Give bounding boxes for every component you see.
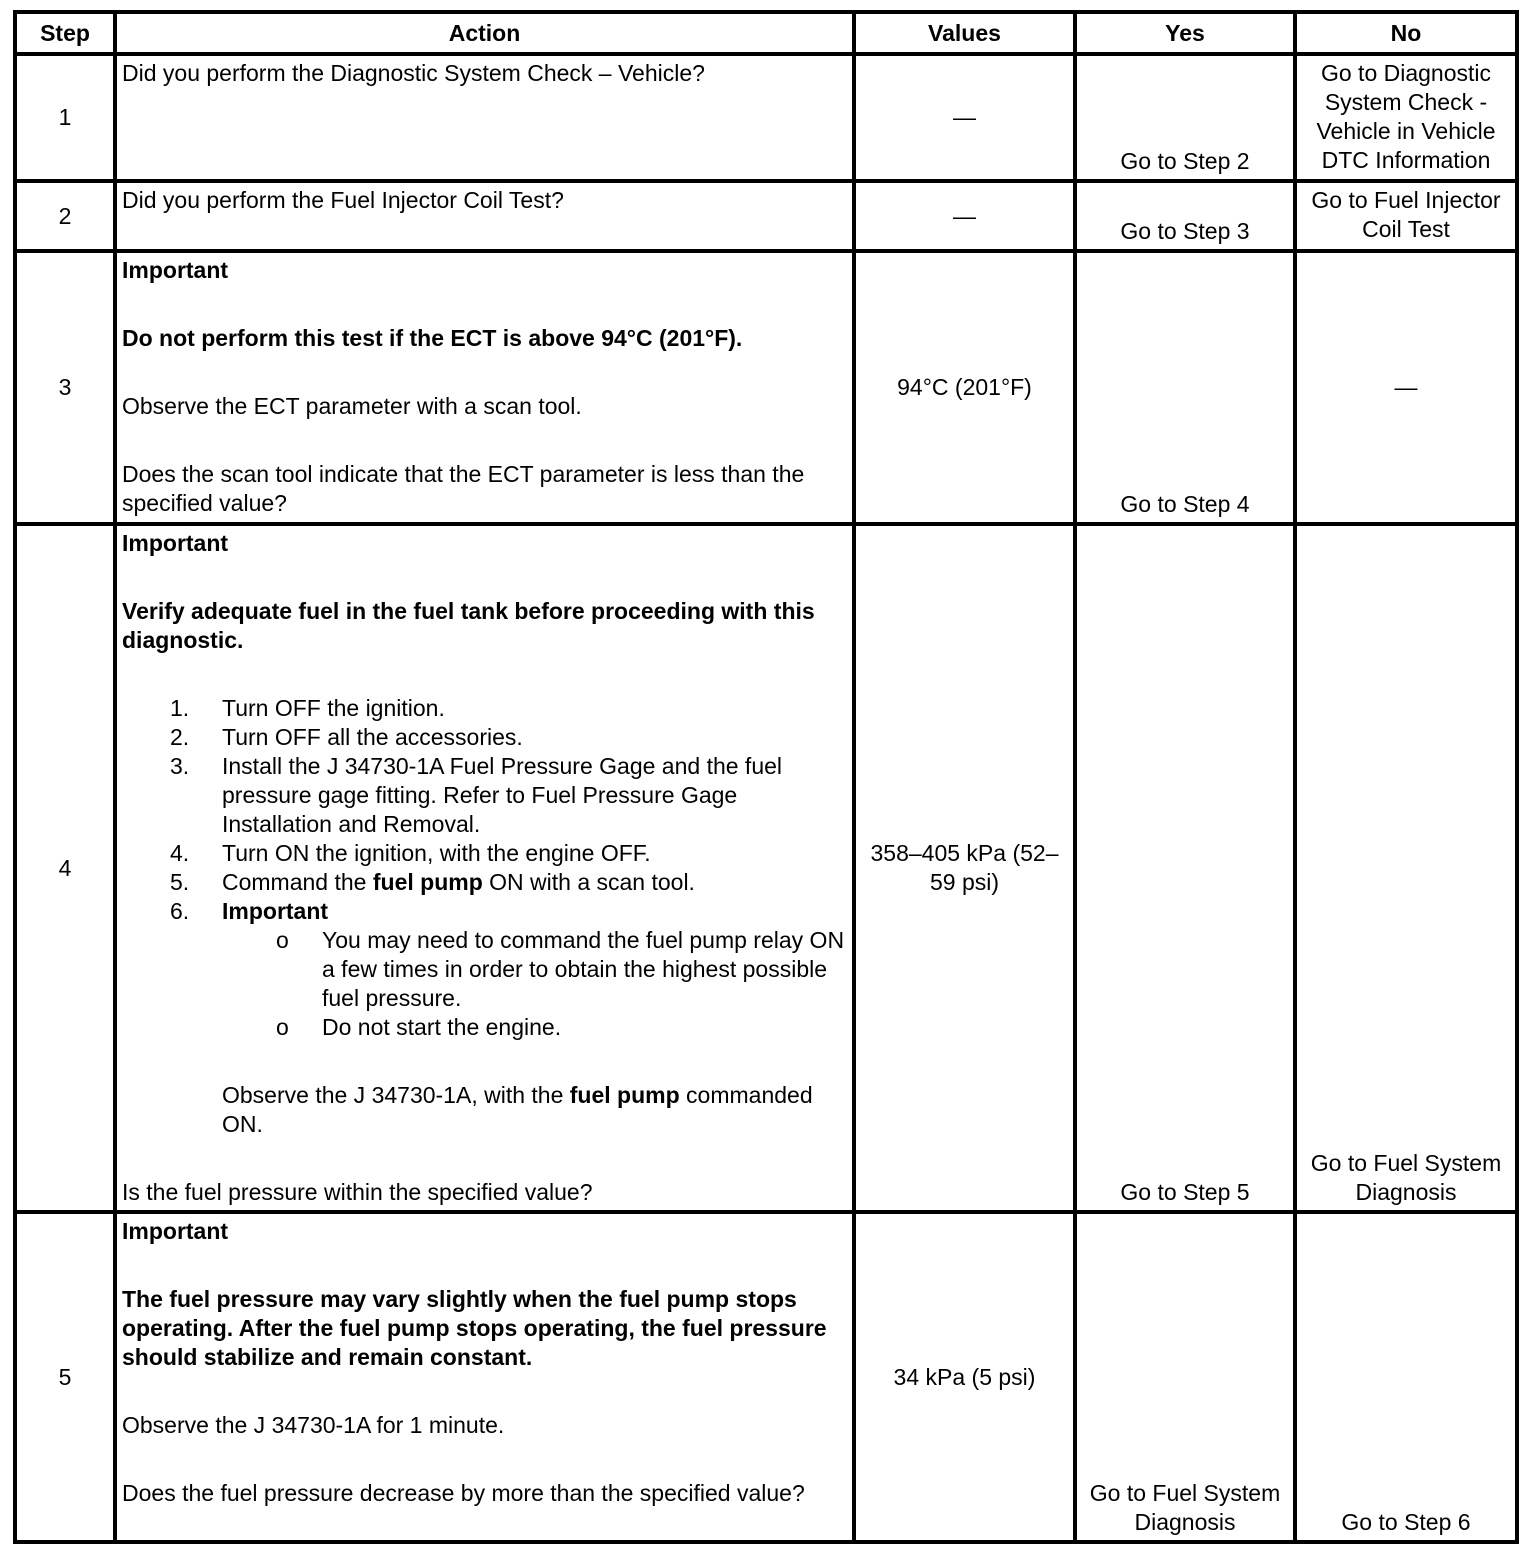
sub-bullet-item: o You may need to command the fuel pump relay ON a few times in order to obtain the highest possible fuel pressure.	[276, 927, 845, 1011]
action-question: Does the scan tool indicate that the ECT parameter is less than the specified value?	[122, 461, 805, 516]
yes-cell: Go to Step 2	[1075, 54, 1295, 181]
list-item: 1. Turn OFF the ignition.	[170, 695, 445, 721]
important-text: The fuel pressure may vary slightly when the fuel pump stops operating. After the fuel pump stops operating, the fuel pressure should stabilize and remain constant.	[122, 1286, 827, 1370]
no-cell: Go to Fuel Injector Coil Test	[1295, 181, 1517, 251]
procedure-list	[122, 694, 847, 1139]
value-cell: 94°C (201°F)	[854, 251, 1075, 524]
action-instruction: Observe the ECT parameter with a scan tool.	[122, 393, 582, 419]
action-question: Did you perform the Fuel Injector Coil Test?	[122, 187, 564, 213]
no-cell: —	[1295, 251, 1517, 524]
header-row	[15, 12, 1517, 54]
list-item: 6. Important o You may need to command the fuel pump relay ON a few times in order to obtain the highest possible fuel pressure. o Do not start the engine. Observe the J 34730-1A, with the fuel pump commanded ON.	[122, 897, 847, 1139]
no-cell: Go to Fuel System Diagnosis	[1295, 524, 1517, 1212]
header-yes: Yes	[1075, 12, 1295, 54]
action-cell	[115, 181, 854, 251]
important-text: Do not perform this test if the ECT is above 94°C (201°F).	[122, 325, 743, 351]
step-number: 3	[15, 251, 115, 524]
value-cell: 34 kPa (5 psi)	[854, 1212, 1075, 1542]
list-item: 4. Turn ON the ignition, with the engine OFF.	[170, 840, 651, 866]
important-label: Important	[122, 1218, 229, 1244]
value-cell: —	[854, 181, 1075, 251]
action-question: Does the fuel pressure decrease by more than the specified value?	[122, 1480, 805, 1506]
table-row	[15, 1212, 1517, 1542]
yes-cell: Go to Step 4	[1075, 251, 1295, 524]
action-cell	[115, 251, 854, 524]
table-row	[15, 524, 1517, 1212]
header-values: Values	[854, 12, 1075, 54]
value-cell: 358–405 kPa (52–59 psi)	[854, 524, 1075, 1212]
header-step: Step	[15, 12, 115, 54]
table-row	[15, 181, 1517, 251]
list-item: 3. Install the J 34730-1A Fuel Pressure Gage and the fuel pressure gage fitting. Refer to Fuel Pressure Gage Installation and Removal.	[170, 753, 783, 837]
observe-instruction: Observe the J 34730-1A, with the fuel pump commanded ON.	[222, 1082, 813, 1137]
header-action: Action	[115, 12, 854, 54]
action-instruction: Observe the J 34730-1A for 1 minute.	[122, 1412, 505, 1438]
bullet-icon: o	[276, 1014, 289, 1040]
list-item: 2. Turn OFF all the accessories.	[170, 724, 523, 750]
header-no: No	[1295, 12, 1517, 54]
sub-bullet-item: o Do not start the engine.	[276, 1014, 562, 1040]
important-label: Important	[122, 530, 229, 556]
yes-cell: Go to Fuel System Diagnosis	[1075, 1212, 1295, 1542]
important-text: Verify adequate fuel in the fuel tank before proceeding with this diagnostic.	[122, 598, 815, 653]
important-label: Important	[122, 257, 229, 283]
value-cell: —	[854, 54, 1075, 181]
action-question: Is the fuel pressure within the specified value?	[122, 1179, 593, 1205]
action-cell	[115, 1212, 854, 1542]
diagnostic-table	[13, 10, 1519, 1544]
no-cell: Go to Diagnostic System Check - Vehicle in Vehicle DTC Information	[1295, 54, 1517, 181]
step-number: 5	[15, 1212, 115, 1542]
yes-cell: Go to Step 3	[1075, 181, 1295, 251]
step-number: 1	[15, 54, 115, 181]
step-number: 4	[15, 524, 115, 1212]
table-row	[15, 54, 1517, 181]
bullet-icon: o	[276, 927, 289, 953]
sub-bullet-list	[222, 926, 847, 1042]
action-question: Did you perform the Diagnostic System Check – Vehicle?	[122, 60, 705, 86]
table-row	[15, 251, 1517, 524]
yes-cell: Go to Step 5	[1075, 524, 1295, 1212]
action-cell	[115, 524, 854, 1212]
list-item: 5. Command the fuel pump ON with a scan tool.	[170, 869, 695, 895]
action-cell	[115, 54, 854, 181]
no-cell: Go to Step 6	[1295, 1212, 1517, 1542]
step-number: 2	[15, 181, 115, 251]
